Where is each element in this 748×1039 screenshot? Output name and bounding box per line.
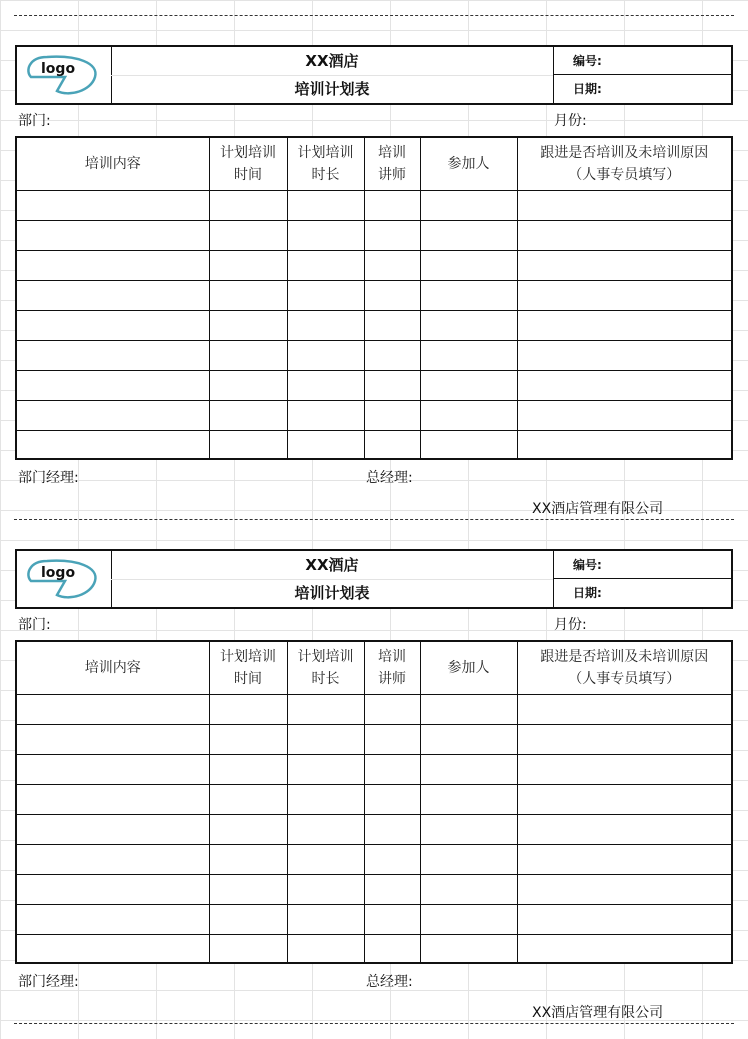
meta-cell bbox=[553, 551, 731, 607]
cell[interactable] bbox=[364, 725, 420, 755]
cell[interactable] bbox=[209, 695, 287, 725]
cell[interactable] bbox=[517, 725, 731, 755]
cell[interactable] bbox=[517, 371, 731, 401]
table-row bbox=[17, 431, 731, 461]
training-plan-form-2 bbox=[0, 519, 748, 1023]
cell[interactable] bbox=[209, 845, 287, 875]
month-field[interactable]: 月份: bbox=[554, 113, 587, 129]
col-header-time: 计划培训 时间 bbox=[209, 138, 287, 191]
cut-line-top bbox=[14, 519, 734, 520]
training-table bbox=[15, 640, 733, 964]
cell[interactable] bbox=[364, 341, 420, 371]
general-manager-field[interactable]: 总经理: bbox=[366, 470, 413, 486]
logo-cell bbox=[17, 47, 112, 103]
table-row bbox=[17, 341, 731, 371]
cell[interactable] bbox=[287, 935, 364, 965]
cell[interactable] bbox=[517, 815, 731, 845]
table-row bbox=[17, 401, 731, 431]
cell[interactable] bbox=[17, 695, 209, 725]
cell[interactable] bbox=[17, 875, 209, 905]
cell[interactable] bbox=[420, 875, 517, 905]
cell[interactable] bbox=[17, 845, 209, 875]
cell[interactable] bbox=[287, 845, 364, 875]
cell[interactable] bbox=[209, 191, 287, 221]
cell[interactable] bbox=[209, 725, 287, 755]
cell[interactable] bbox=[287, 695, 364, 725]
cell[interactable] bbox=[287, 311, 364, 341]
col-header-followup: 跟进是否培训及未培训原因 （人事专员填写） bbox=[517, 138, 731, 191]
cell[interactable] bbox=[287, 785, 364, 815]
table-row bbox=[17, 251, 731, 281]
cell[interactable] bbox=[420, 725, 517, 755]
cell[interactable] bbox=[420, 311, 517, 341]
logo-text: logo bbox=[41, 61, 76, 77]
meta-cell bbox=[553, 47, 731, 103]
cell[interactable] bbox=[420, 371, 517, 401]
cell[interactable] bbox=[420, 341, 517, 371]
cell[interactable] bbox=[364, 281, 420, 311]
table-row bbox=[17, 815, 731, 845]
cell[interactable] bbox=[209, 935, 287, 965]
cell[interactable] bbox=[17, 431, 209, 461]
month-field[interactable]: 月份: bbox=[554, 617, 587, 633]
cell[interactable] bbox=[364, 221, 420, 251]
cell[interactable] bbox=[287, 191, 364, 221]
cell[interactable] bbox=[287, 431, 364, 461]
cell[interactable] bbox=[420, 431, 517, 461]
cell[interactable] bbox=[209, 785, 287, 815]
cell[interactable] bbox=[364, 431, 420, 461]
cell[interactable] bbox=[420, 281, 517, 311]
dept-manager-field[interactable]: 部门经理: bbox=[18, 974, 79, 990]
company-name: XX酒店管理有限公司 bbox=[532, 1005, 664, 1021]
cell[interactable] bbox=[209, 431, 287, 461]
cell[interactable] bbox=[17, 725, 209, 755]
cell[interactable] bbox=[17, 311, 209, 341]
date-field[interactable]: 日期: bbox=[573, 82, 602, 96]
department-field[interactable]: 部门: bbox=[18, 617, 51, 633]
table-row bbox=[17, 695, 731, 725]
logo-text: logo bbox=[41, 565, 76, 581]
col-header-duration: 计划培训 时长 bbox=[287, 642, 364, 695]
cell[interactable] bbox=[364, 311, 420, 341]
cell[interactable] bbox=[364, 251, 420, 281]
table-row bbox=[17, 875, 731, 905]
cell[interactable] bbox=[209, 311, 287, 341]
cell[interactable] bbox=[287, 815, 364, 845]
general-manager-field[interactable]: 总经理: bbox=[366, 974, 413, 990]
cell[interactable] bbox=[420, 905, 517, 935]
cell[interactable] bbox=[364, 191, 420, 221]
cell[interactable] bbox=[517, 281, 731, 311]
cell[interactable] bbox=[209, 905, 287, 935]
cell[interactable] bbox=[517, 221, 731, 251]
cell[interactable] bbox=[364, 815, 420, 845]
number-field[interactable]: 编号: bbox=[553, 47, 731, 75]
cell[interactable] bbox=[17, 401, 209, 431]
cell[interactable] bbox=[364, 845, 420, 875]
cell[interactable] bbox=[287, 281, 364, 311]
cell[interactable] bbox=[517, 905, 731, 935]
title-cell bbox=[111, 47, 554, 103]
cell[interactable] bbox=[517, 935, 731, 965]
cell[interactable] bbox=[517, 311, 731, 341]
cell[interactable] bbox=[287, 221, 364, 251]
logo-cell bbox=[17, 551, 112, 607]
form-title: 培训计划表 bbox=[294, 80, 370, 98]
cell[interactable] bbox=[209, 221, 287, 251]
col-header-trainer: 培训 讲师 bbox=[364, 642, 420, 695]
cell[interactable] bbox=[17, 815, 209, 845]
cell[interactable] bbox=[209, 875, 287, 905]
cell[interactable] bbox=[17, 251, 209, 281]
cell[interactable] bbox=[17, 221, 209, 251]
cell[interactable] bbox=[209, 815, 287, 845]
cell[interactable] bbox=[17, 935, 209, 965]
cell[interactable] bbox=[420, 935, 517, 965]
table-row bbox=[17, 281, 731, 311]
cell[interactable] bbox=[287, 725, 364, 755]
cell[interactable] bbox=[364, 401, 420, 431]
cell[interactable] bbox=[420, 221, 517, 251]
cell[interactable] bbox=[364, 935, 420, 965]
cell[interactable] bbox=[17, 281, 209, 311]
cell[interactable] bbox=[420, 815, 517, 845]
col-header-content: 培训内容 bbox=[17, 642, 209, 695]
table-row bbox=[17, 725, 731, 755]
title-cell bbox=[111, 551, 554, 607]
cell[interactable] bbox=[364, 371, 420, 401]
training-table bbox=[15, 136, 733, 460]
form-header bbox=[15, 549, 733, 609]
cell[interactable] bbox=[420, 755, 517, 785]
col-header-participants: 参加人 bbox=[420, 138, 517, 191]
cell[interactable] bbox=[517, 431, 731, 461]
cut-line-top bbox=[14, 15, 734, 16]
col-header-followup: 跟进是否培训及未培训原因 （人事专员填写） bbox=[517, 642, 731, 695]
cell[interactable] bbox=[420, 845, 517, 875]
cell[interactable] bbox=[17, 785, 209, 815]
col-header-trainer: 培训 讲师 bbox=[364, 138, 420, 191]
cell[interactable] bbox=[17, 341, 209, 371]
col-header-time: 计划培训 时间 bbox=[209, 642, 287, 695]
table-row bbox=[17, 845, 731, 875]
cell[interactable] bbox=[287, 371, 364, 401]
cell[interactable] bbox=[517, 875, 731, 905]
table-row bbox=[17, 785, 731, 815]
cell[interactable] bbox=[17, 191, 209, 221]
company-name: XX酒店管理有限公司 bbox=[532, 501, 664, 517]
table-row bbox=[17, 935, 731, 965]
table-row bbox=[17, 755, 731, 785]
cell[interactable] bbox=[287, 875, 364, 905]
cell[interactable] bbox=[517, 785, 731, 815]
cell[interactable] bbox=[209, 401, 287, 431]
table-row bbox=[17, 191, 731, 221]
cell[interactable] bbox=[364, 905, 420, 935]
cell[interactable] bbox=[287, 251, 364, 281]
col-header-duration: 计划培训 时长 bbox=[287, 138, 364, 191]
cut-line-bottom bbox=[14, 1023, 734, 1024]
cell[interactable] bbox=[287, 341, 364, 371]
col-header-content: 培训内容 bbox=[17, 138, 209, 191]
cell[interactable] bbox=[364, 875, 420, 905]
cell[interactable] bbox=[287, 755, 364, 785]
form-header bbox=[15, 45, 733, 105]
cell[interactable] bbox=[17, 905, 209, 935]
cell[interactable] bbox=[364, 785, 420, 815]
cell[interactable] bbox=[517, 401, 731, 431]
cell[interactable] bbox=[17, 755, 209, 785]
cell[interactable] bbox=[209, 251, 287, 281]
cell[interactable] bbox=[517, 845, 731, 875]
table-row bbox=[17, 311, 731, 341]
cell[interactable] bbox=[17, 371, 209, 401]
col-header-participants: 参加人 bbox=[420, 642, 517, 695]
cell[interactable] bbox=[364, 755, 420, 785]
number-field[interactable]: 编号: bbox=[553, 551, 731, 579]
cell[interactable] bbox=[517, 251, 731, 281]
cell[interactable] bbox=[420, 191, 517, 221]
hotel-title: XX酒店 bbox=[111, 551, 553, 580]
cell[interactable] bbox=[287, 905, 364, 935]
table-row bbox=[17, 371, 731, 401]
cell[interactable] bbox=[517, 695, 731, 725]
dept-manager-field[interactable]: 部门经理: bbox=[18, 470, 79, 486]
department-field[interactable]: 部门: bbox=[18, 113, 51, 129]
cell[interactable] bbox=[517, 341, 731, 371]
cell[interactable] bbox=[209, 341, 287, 371]
cell[interactable] bbox=[420, 401, 517, 431]
cell[interactable] bbox=[420, 251, 517, 281]
cell[interactable] bbox=[364, 695, 420, 725]
hotel-title: XX酒店 bbox=[111, 47, 553, 76]
training-plan-form-1 bbox=[0, 15, 748, 519]
cell[interactable] bbox=[209, 281, 287, 311]
cell[interactable] bbox=[517, 191, 731, 221]
cell[interactable] bbox=[209, 755, 287, 785]
cell[interactable] bbox=[420, 785, 517, 815]
table-row bbox=[17, 221, 731, 251]
cell[interactable] bbox=[420, 695, 517, 725]
cell[interactable] bbox=[517, 755, 731, 785]
cell[interactable] bbox=[287, 401, 364, 431]
table-row bbox=[17, 905, 731, 935]
date-field[interactable]: 日期: bbox=[573, 586, 602, 600]
cell[interactable] bbox=[209, 371, 287, 401]
form-title: 培训计划表 bbox=[294, 584, 370, 602]
